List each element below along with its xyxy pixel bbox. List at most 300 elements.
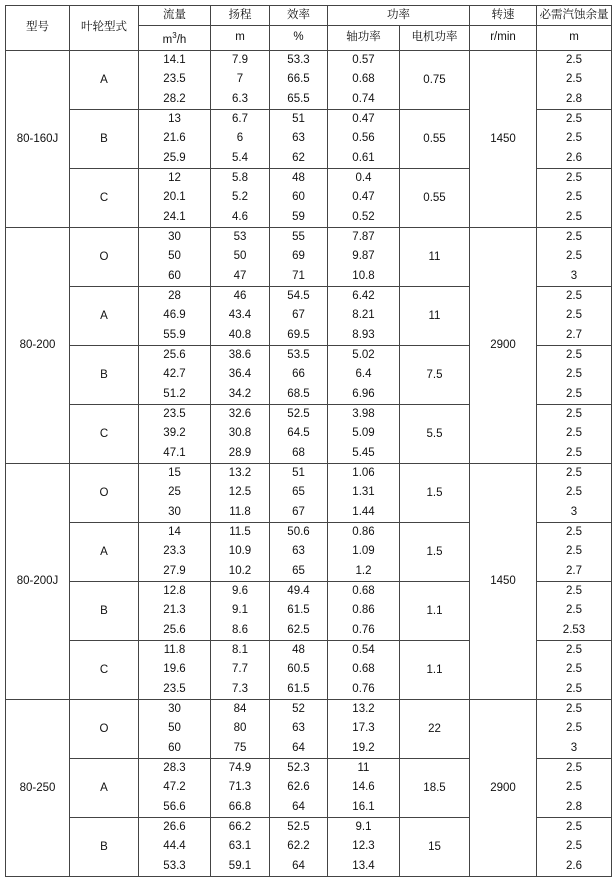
head-cell-value: 43.4	[228, 309, 252, 322]
shaft-power-cell-value: 0.61	[352, 151, 375, 164]
flow-unit-base: m	[162, 33, 173, 46]
npsh-cell-value: 2.6	[566, 859, 582, 872]
shaft-power-cell	[328, 50, 400, 109]
npsh-cell-value: 2.5	[566, 722, 582, 735]
flow-cell-value: 60	[168, 741, 181, 754]
flow-cell-value: 23.5	[163, 73, 186, 86]
npsh-cell-value: 2.5	[566, 466, 582, 479]
table-row	[6, 227, 612, 286]
speed-cell: 2900	[470, 227, 537, 463]
shaft-power-cell	[328, 168, 400, 227]
flow-cell-value: 39.2	[163, 427, 186, 440]
speed-cell: 1450	[470, 50, 537, 227]
efficiency-cell-value: 62.5	[287, 623, 310, 636]
shaft-power-cell-values	[328, 405, 399, 463]
npsh-cell-value: 2.5	[566, 761, 582, 774]
shaft-power-cell-value: 0.74	[352, 92, 375, 105]
shaft-power-cell-value: 0.76	[352, 682, 375, 695]
impeller-cell: C	[70, 404, 139, 463]
flow-cell-value: 30	[168, 505, 181, 518]
impeller-cell: O	[70, 463, 139, 522]
npsh-cell-values	[537, 523, 611, 581]
flow-cell-value: 24.1	[163, 210, 186, 223]
efficiency-cell-value: 60.5	[287, 663, 310, 676]
efficiency-cell-value: 52.5	[287, 820, 310, 833]
motor-power-cell: 15	[400, 817, 470, 876]
npsh-cell-values	[537, 641, 611, 699]
header-speed-unit: r/min	[470, 26, 537, 51]
efficiency-cell-value: 52	[292, 702, 305, 715]
efficiency-cell-values	[270, 110, 327, 168]
head-cell	[211, 168, 270, 227]
efficiency-cell-value: 68	[292, 446, 305, 459]
efficiency-cell-values	[270, 818, 327, 876]
shaft-power-cell-value: 8.93	[352, 328, 375, 341]
efficiency-cell-value: 49.4	[287, 584, 310, 597]
efficiency-cell-value: 71	[292, 269, 305, 282]
head-cell-value: 28.9	[228, 446, 252, 459]
header-impeller: 叶轮型式	[70, 6, 139, 51]
flow-cell-values	[139, 405, 210, 463]
header-motor-power: 电机功率	[400, 26, 470, 51]
head-cell-value: 7.9	[232, 53, 248, 66]
impeller-cell: B	[70, 817, 139, 876]
npsh-cell-value: 2.5	[566, 604, 582, 617]
npsh-cell-value: 2.5	[566, 250, 582, 263]
head-cell-values	[211, 818, 269, 876]
npsh-cell-values	[537, 582, 611, 640]
npsh-cell-value: 2.5	[566, 348, 582, 361]
flow-cell-values	[139, 346, 210, 404]
npsh-cell	[537, 345, 612, 404]
efficiency-cell	[270, 168, 328, 227]
motor-power-cell: 11	[400, 227, 470, 286]
head-cell-values	[211, 228, 269, 286]
efficiency-cell-value: 69.5	[287, 328, 310, 341]
head-cell-value: 38.6	[228, 348, 252, 361]
efficiency-cell-values	[270, 464, 327, 522]
shaft-power-cell-value: 10.8	[352, 269, 375, 282]
efficiency-cell-value: 48	[292, 643, 305, 656]
efficiency-cell	[270, 109, 328, 168]
flow-cell	[139, 50, 211, 109]
shaft-power-cell-value: 0.68	[352, 584, 375, 597]
flow-cell-value: 23.5	[163, 407, 186, 420]
shaft-power-cell-value: 6.4	[355, 368, 372, 381]
flow-cell-values	[139, 818, 210, 876]
shaft-power-cell	[328, 640, 400, 699]
shaft-power-cell-values	[328, 346, 399, 404]
npsh-cell-values	[537, 169, 611, 227]
npsh-cell-values	[537, 228, 611, 286]
head-cell-value: 9.6	[232, 584, 248, 597]
npsh-cell-values	[537, 700, 611, 758]
impeller-cell: A	[70, 50, 139, 109]
impeller-cell: O	[70, 227, 139, 286]
shaft-power-cell	[328, 522, 400, 581]
efficiency-cell-values	[270, 700, 327, 758]
head-cell-value: 12.5	[228, 486, 252, 499]
flow-cell-value: 12.8	[163, 584, 186, 597]
shaft-power-cell-value: 11	[357, 761, 370, 774]
shaft-power-cell-value: 0.47	[352, 191, 375, 204]
efficiency-cell	[270, 286, 328, 345]
flow-cell-value: 60	[168, 269, 181, 282]
efficiency-cell-value: 66	[292, 368, 305, 381]
flow-cell-value: 13	[168, 112, 181, 125]
flow-cell-value: 25.9	[163, 151, 186, 164]
shaft-power-cell-value: 9.87	[352, 250, 375, 263]
npsh-cell-value: 2.5	[566, 682, 582, 695]
flow-cell-values	[139, 51, 210, 109]
npsh-cell-value: 2.5	[566, 545, 582, 558]
npsh-cell-values	[537, 51, 611, 109]
shaft-power-cell-value: 1.44	[352, 505, 375, 518]
efficiency-cell-value: 61.5	[287, 682, 310, 695]
shaft-power-cell-value: 0.68	[352, 73, 375, 86]
npsh-cell-value: 2.5	[566, 427, 582, 440]
flow-cell-values	[139, 523, 210, 581]
head-cell-value: 74.9	[228, 761, 252, 774]
shaft-power-cell-values	[328, 818, 399, 876]
npsh-cell-values	[537, 110, 611, 168]
flow-cell	[139, 463, 211, 522]
flow-cell-value: 51.2	[163, 387, 186, 400]
table-row	[6, 699, 612, 758]
shaft-power-cell-value: 13.2	[352, 702, 375, 715]
efficiency-cell-value: 63	[292, 545, 305, 558]
head-cell-value: 6.3	[232, 92, 248, 105]
npsh-cell-value: 2.5	[566, 525, 582, 538]
npsh-cell-value: 2.5	[566, 407, 582, 420]
head-cell-value: 11.5	[229, 525, 251, 538]
shaft-power-cell-value: 1.06	[352, 466, 375, 479]
npsh-cell	[537, 168, 612, 227]
head-cell-value: 80	[233, 722, 247, 735]
flow-cell	[139, 345, 211, 404]
shaft-power-cell-value: 5.02	[352, 348, 375, 361]
npsh-cell-value: 2.5	[566, 210, 582, 223]
efficiency-cell-value: 67	[292, 505, 305, 518]
head-cell	[211, 640, 270, 699]
head-cell-value: 5.4	[232, 151, 248, 164]
head-cell-value: 11.8	[229, 505, 251, 518]
flow-cell	[139, 227, 211, 286]
head-cell-value: 40.8	[228, 328, 252, 341]
npsh-cell	[537, 640, 612, 699]
head-cell-values	[211, 523, 269, 581]
motor-power-cell: 0.75	[400, 50, 470, 109]
efficiency-cell-value: 67	[292, 309, 305, 322]
flow-cell-value: 20.1	[163, 191, 186, 204]
npsh-cell	[537, 404, 612, 463]
motor-power-cell: 1.1	[400, 640, 470, 699]
npsh-cell-value: 2.5	[566, 820, 582, 833]
shaft-power-cell-values	[328, 759, 399, 817]
flow-cell-values	[139, 641, 210, 699]
header-model: 型号	[6, 6, 70, 51]
npsh-cell-value: 2.5	[566, 840, 582, 853]
flow-cell-value: 30	[168, 230, 181, 243]
head-cell-value: 6	[236, 132, 244, 145]
shaft-power-cell-value: 7.87	[352, 230, 375, 243]
shaft-power-cell-value: 0.4	[355, 171, 372, 184]
efficiency-cell-values	[270, 641, 327, 699]
motor-power-cell: 1.5	[400, 522, 470, 581]
header-power: 功率	[328, 6, 470, 26]
efficiency-cell-value: 55	[292, 230, 305, 243]
motor-power-cell: 1.1	[400, 581, 470, 640]
npsh-cell	[537, 463, 612, 522]
shaft-power-cell-values	[328, 582, 399, 640]
head-cell-value: 8.1	[232, 643, 248, 656]
head-cell	[211, 758, 270, 817]
efficiency-cell-value: 65	[292, 486, 305, 499]
npsh-cell-values	[537, 287, 611, 345]
shaft-power-cell-value: 9.1	[355, 820, 372, 833]
npsh-cell-values	[537, 759, 611, 817]
shaft-power-cell-value: 1.2	[355, 564, 372, 577]
efficiency-cell-value: 52.3	[287, 761, 310, 774]
flow-cell-value: 47.2	[163, 781, 186, 794]
shaft-power-cell-value: 0.86	[352, 525, 375, 538]
flow-cell-value: 28.3	[163, 761, 186, 774]
npsh-cell-value: 2.5	[566, 702, 582, 715]
efficiency-cell-value: 66.5	[287, 73, 310, 86]
efficiency-cell	[270, 522, 328, 581]
shaft-power-cell-value: 0.47	[352, 112, 375, 125]
npsh-cell-value: 2.5	[566, 73, 582, 86]
header-flow: 流量	[139, 6, 211, 26]
shaft-power-cell-values	[328, 110, 399, 168]
shaft-power-cell-value: 13.4	[352, 859, 375, 872]
flow-cell-value: 53.3	[163, 859, 186, 872]
flow-cell-value: 15	[168, 466, 181, 479]
head-cell-value: 10.9	[228, 545, 252, 558]
efficiency-cell-value: 64.5	[287, 427, 310, 440]
speed-cell: 2900	[470, 699, 537, 876]
head-cell-value: 4.6	[232, 210, 248, 223]
head-cell	[211, 227, 270, 286]
shaft-power-cell	[328, 699, 400, 758]
header-efficiency: 效率	[270, 6, 328, 26]
npsh-cell-value: 2.5	[566, 112, 582, 125]
motor-power-cell: 5.5	[400, 404, 470, 463]
flow-cell-value: 50	[168, 250, 181, 263]
shaft-power-cell-value: 19.2	[352, 741, 375, 754]
flow-cell-value: 21.6	[163, 132, 186, 145]
npsh-cell-value: 2.5	[566, 781, 582, 794]
shaft-power-cell-value: 1.31	[352, 486, 375, 499]
shaft-power-cell	[328, 286, 400, 345]
efficiency-cell-value: 60	[292, 191, 305, 204]
flow-cell-value: 11.8	[163, 643, 186, 656]
shaft-power-cell-values	[328, 169, 399, 227]
efficiency-cell-values	[270, 287, 327, 345]
head-cell-values	[211, 464, 269, 522]
head-cell-value: 50	[233, 250, 247, 263]
model-cell: 80-200J	[6, 463, 70, 699]
npsh-cell-value: 2.8	[566, 92, 582, 105]
motor-power-cell: 22	[400, 699, 470, 758]
header-npsh: 必需汽蚀余量	[537, 6, 612, 26]
shaft-power-cell-values	[328, 51, 399, 109]
impeller-cell: B	[70, 581, 139, 640]
flow-cell-value: 26.6	[163, 820, 186, 833]
flow-cell-value: 30	[168, 702, 181, 715]
npsh-cell-value: 2.5	[566, 309, 582, 322]
shaft-power-cell-values	[328, 523, 399, 581]
shaft-power-cell-value: 0.54	[352, 643, 375, 656]
efficiency-cell-value: 61.5	[287, 604, 310, 617]
flow-cell	[139, 168, 211, 227]
impeller-cell: B	[70, 109, 139, 168]
header-shaft-power: 轴功率	[328, 26, 400, 51]
flow-cell-value: 56.6	[163, 800, 186, 813]
efficiency-cell-values	[270, 169, 327, 227]
npsh-cell	[537, 109, 612, 168]
head-cell-value: 75	[233, 741, 247, 754]
shaft-power-cell-value: 14.6	[352, 781, 375, 794]
head-cell-values	[211, 110, 269, 168]
flow-unit-tail: /h	[176, 33, 187, 46]
head-cell-value: 34.2	[228, 387, 252, 400]
impeller-cell: A	[70, 758, 139, 817]
head-cell-value: 66.8	[228, 800, 252, 813]
impeller-cell: C	[70, 640, 139, 699]
flow-cell	[139, 109, 211, 168]
head-cell-value: 59.1	[228, 859, 252, 872]
head-cell-values	[211, 287, 269, 345]
flow-cell-values	[139, 287, 210, 345]
efficiency-cell	[270, 463, 328, 522]
head-cell	[211, 345, 270, 404]
head-cell-value: 6.7	[232, 112, 248, 125]
flow-cell-value: 14.1	[163, 53, 186, 66]
efficiency-cell-value: 62	[292, 151, 305, 164]
npsh-cell	[537, 699, 612, 758]
flow-cell-values	[139, 582, 210, 640]
head-cell-value: 5.2	[232, 191, 248, 204]
motor-power-cell: 18.5	[400, 758, 470, 817]
npsh-cell-value: 2.5	[566, 132, 582, 145]
npsh-cell-values	[537, 405, 611, 463]
head-cell	[211, 286, 270, 345]
head-cell	[211, 109, 270, 168]
npsh-cell-value: 2.5	[566, 663, 582, 676]
efficiency-cell-value: 53.3	[287, 53, 310, 66]
efficiency-cell-value: 63	[292, 722, 305, 735]
pump-performance-table	[5, 5, 612, 877]
shaft-power-cell	[328, 345, 400, 404]
efficiency-cell	[270, 227, 328, 286]
head-cell-value: 36.4	[228, 368, 252, 381]
model-cell: 80-160J	[6, 50, 70, 227]
head-cell-value: 46	[233, 289, 247, 302]
table-row	[6, 463, 612, 522]
shaft-power-cell-values	[328, 464, 399, 522]
efficiency-cell-values	[270, 51, 327, 109]
head-cell	[211, 817, 270, 876]
flow-cell-values	[139, 169, 210, 227]
efficiency-cell-value: 63	[292, 132, 305, 145]
efficiency-cell-value: 64	[292, 859, 305, 872]
efficiency-cell	[270, 817, 328, 876]
efficiency-cell	[270, 581, 328, 640]
efficiency-cell	[270, 345, 328, 404]
head-cell-value: 7.7	[232, 663, 248, 676]
npsh-cell	[537, 758, 612, 817]
impeller-cell: A	[70, 522, 139, 581]
npsh-cell-value: 2.5	[566, 191, 582, 204]
npsh-cell-value: 2.5	[566, 368, 582, 381]
efficiency-cell	[270, 758, 328, 817]
head-cell-value: 84	[233, 702, 247, 715]
efficiency-cell-value: 50.6	[287, 525, 310, 538]
shaft-power-cell-value: 6.96	[352, 387, 375, 400]
flow-cell-value: 50	[168, 722, 181, 735]
impeller-cell: O	[70, 699, 139, 758]
shaft-power-cell-value: 3.98	[352, 407, 375, 420]
head-cell-value: 47	[233, 269, 247, 282]
efficiency-cell-value: 62.6	[287, 781, 310, 794]
impeller-cell: C	[70, 168, 139, 227]
model-cell: 80-250	[6, 699, 70, 876]
motor-power-cell: 1.5	[400, 463, 470, 522]
flow-cell-value: 47.1	[163, 446, 186, 459]
shaft-power-cell-value: 0.86	[352, 604, 375, 617]
efficiency-cell-values	[270, 523, 327, 581]
flow-unit-exp: 3	[172, 31, 177, 40]
speed-cell: 1450	[470, 463, 537, 699]
npsh-cell	[537, 50, 612, 109]
shaft-power-cell-value: 5.09	[352, 427, 375, 440]
npsh-cell-values	[537, 464, 611, 522]
head-cell-value: 8.6	[232, 623, 248, 636]
npsh-cell	[537, 581, 612, 640]
efficiency-cell-value: 51	[292, 466, 305, 479]
efficiency-cell-value: 62.2	[287, 840, 310, 853]
head-cell-value: 32.6	[228, 407, 252, 420]
flow-cell-value: 25	[168, 486, 181, 499]
flow-cell-value: 25.6	[163, 348, 186, 361]
head-cell	[211, 404, 270, 463]
flow-cell-value: 44.4	[163, 840, 186, 853]
npsh-cell-value: 3	[570, 505, 578, 518]
flow-cell-value: 28	[168, 289, 181, 302]
flow-cell	[139, 404, 211, 463]
flow-cell-values	[139, 464, 210, 522]
efficiency-cell	[270, 640, 328, 699]
head-cell-values	[211, 51, 269, 109]
head-cell-value: 13.2	[228, 466, 252, 479]
shaft-power-cell	[328, 404, 400, 463]
shaft-power-cell-values	[328, 641, 399, 699]
motor-power-cell: 11	[400, 286, 470, 345]
head-cell-value: 66.2	[228, 820, 252, 833]
shaft-power-cell-value: 16.1	[352, 800, 375, 813]
shaft-power-cell-values	[328, 228, 399, 286]
efficiency-cell-value: 64	[292, 800, 305, 813]
head-cell	[211, 581, 270, 640]
efficiency-cell	[270, 699, 328, 758]
flow-cell	[139, 581, 211, 640]
head-cell	[211, 522, 270, 581]
motor-power-cell: 0.55	[400, 168, 470, 227]
flow-cell	[139, 699, 211, 758]
table-header	[6, 6, 612, 51]
head-cell	[211, 699, 270, 758]
